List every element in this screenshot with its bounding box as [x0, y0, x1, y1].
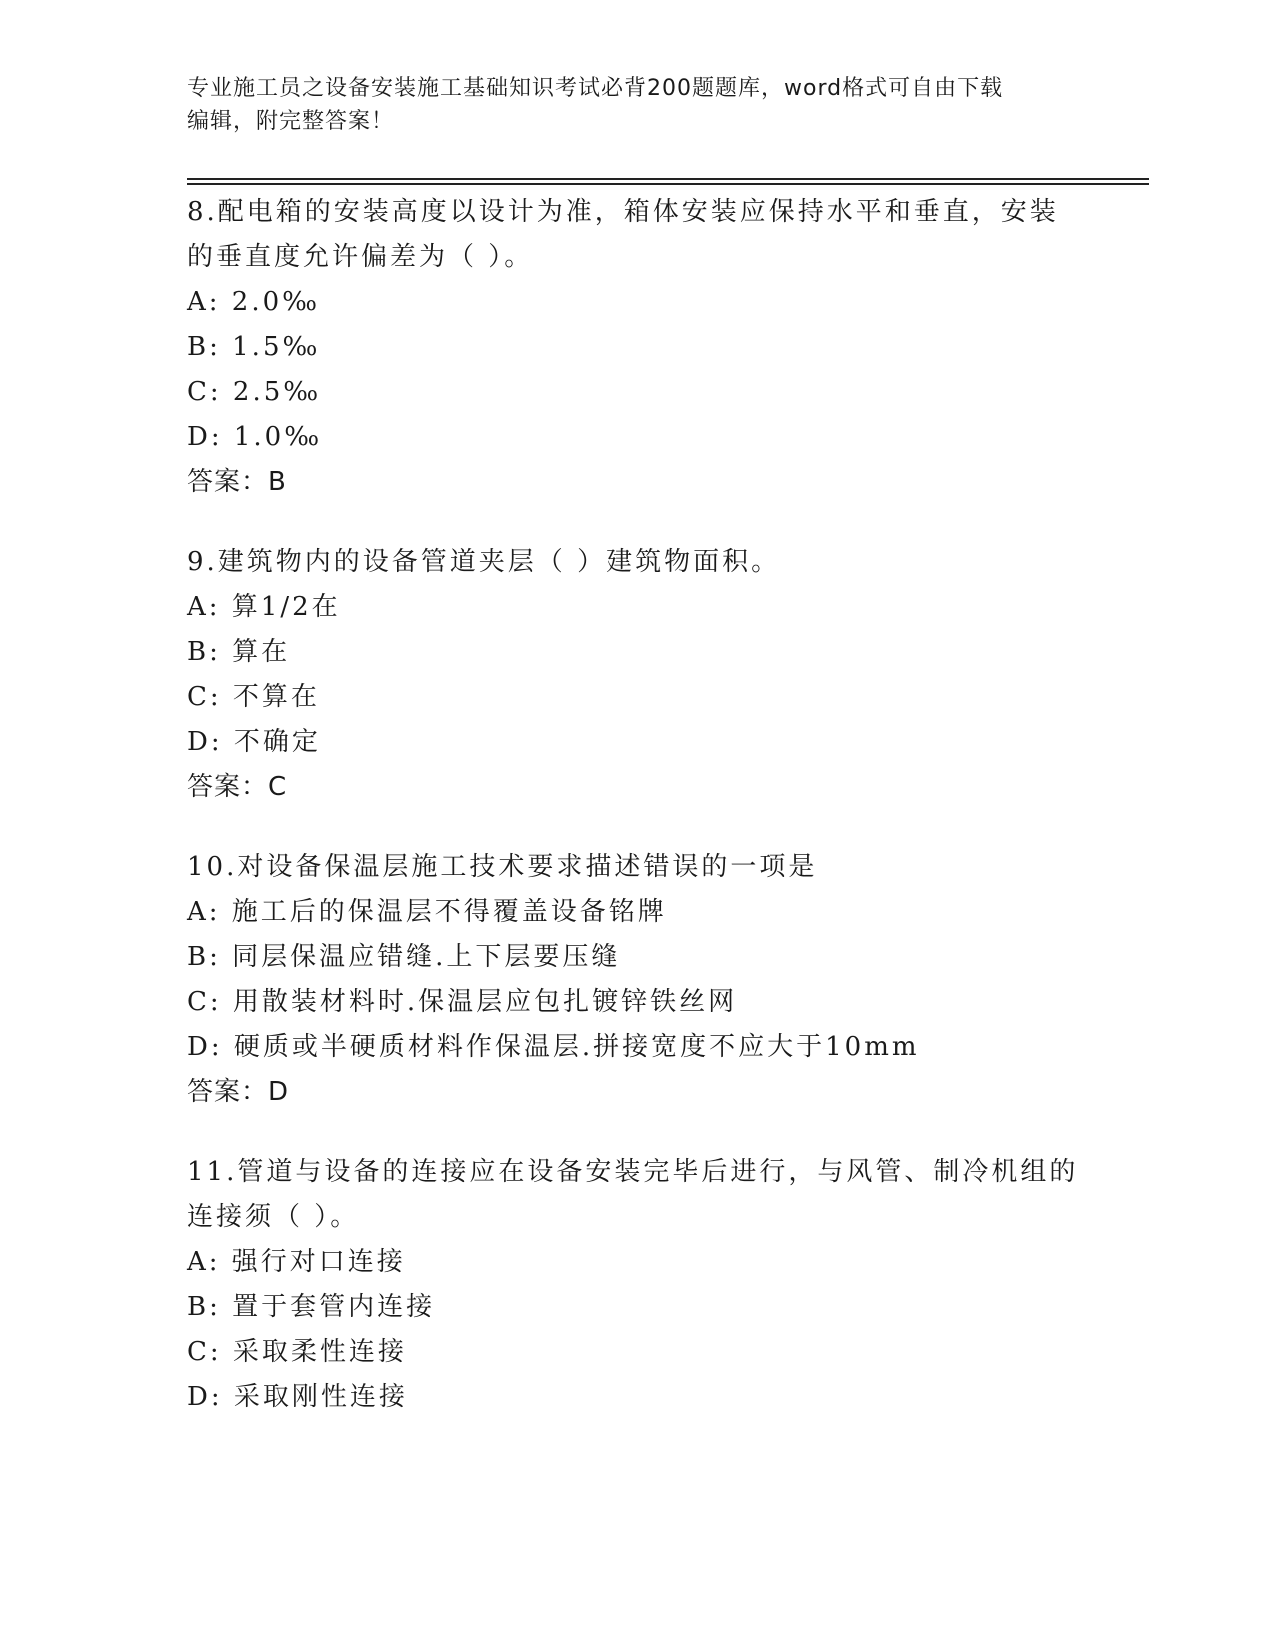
option-c: C: 2.5‰: [187, 377, 322, 407]
option-c: C: 用散装材料时.保温层应包扎镀锌铁丝网: [187, 987, 738, 1017]
option-b: B: 算在: [187, 637, 291, 667]
header-divider-top: [187, 178, 1149, 180]
header-line-2: 编辑，附完整答案！: [187, 109, 395, 134]
option-d: D: 硬质或半硬质材料作保温层.拼接宽度不应大于10mm: [187, 1032, 920, 1062]
option-c: C: 不算在: [187, 682, 320, 712]
question-stem-line: 9.建筑物内的设备管道夹层（ ）建筑物面积。: [187, 547, 781, 577]
option-b: B: 1.5‰: [187, 332, 321, 362]
question-stem-line: 的垂直度允许偏差为（ ）。: [187, 242, 534, 272]
answer-line: 答案：B: [187, 467, 287, 497]
answer-line: 答案：C: [187, 772, 288, 802]
option-b: B: 同层保温应错缝.上下层要压缝: [187, 942, 621, 972]
option-c: C: 采取柔性连接: [187, 1337, 407, 1367]
option-b: B: 置于套管内连接: [187, 1292, 436, 1322]
question-stem-line: 连接须（ ）。: [187, 1202, 360, 1232]
header-line-1: 专业施工员之设备安装施工基础知识考试必背200题题库，word格式可自由下载: [187, 76, 1004, 101]
question-9: [187, 540, 1107, 810]
answer-line: 答案：D: [187, 1077, 290, 1107]
option-d: D: 不确定: [187, 727, 321, 757]
option-d: D: 1.0‰: [187, 422, 323, 452]
option-a: A: 2.0‰: [187, 287, 321, 317]
question-stem-line: 11.管道与设备的连接应在设备安装完毕后进行，与风管、制冷机组的: [187, 1157, 1079, 1187]
question-list: [187, 190, 1107, 1455]
document-header: [187, 72, 1087, 138]
question-10: [187, 845, 1107, 1115]
question-stem-line: 10.对设备保温层施工技术要求描述错误的一项是: [187, 852, 818, 882]
option-a: A: 施工后的保温层不得覆盖设备铭牌: [187, 897, 667, 927]
option-a: A: 算1/2在: [187, 592, 341, 622]
option-a: A: 强行对口连接: [187, 1247, 406, 1277]
header-divider-bottom: [187, 183, 1149, 185]
question-11: [187, 1150, 1107, 1420]
question-8: [187, 190, 1107, 505]
question-stem-line: 8.配电箱的安装高度以设计为准，箱体安装应保持水平和垂直，安装: [187, 197, 1059, 227]
option-d: D: 采取刚性连接: [187, 1382, 408, 1412]
